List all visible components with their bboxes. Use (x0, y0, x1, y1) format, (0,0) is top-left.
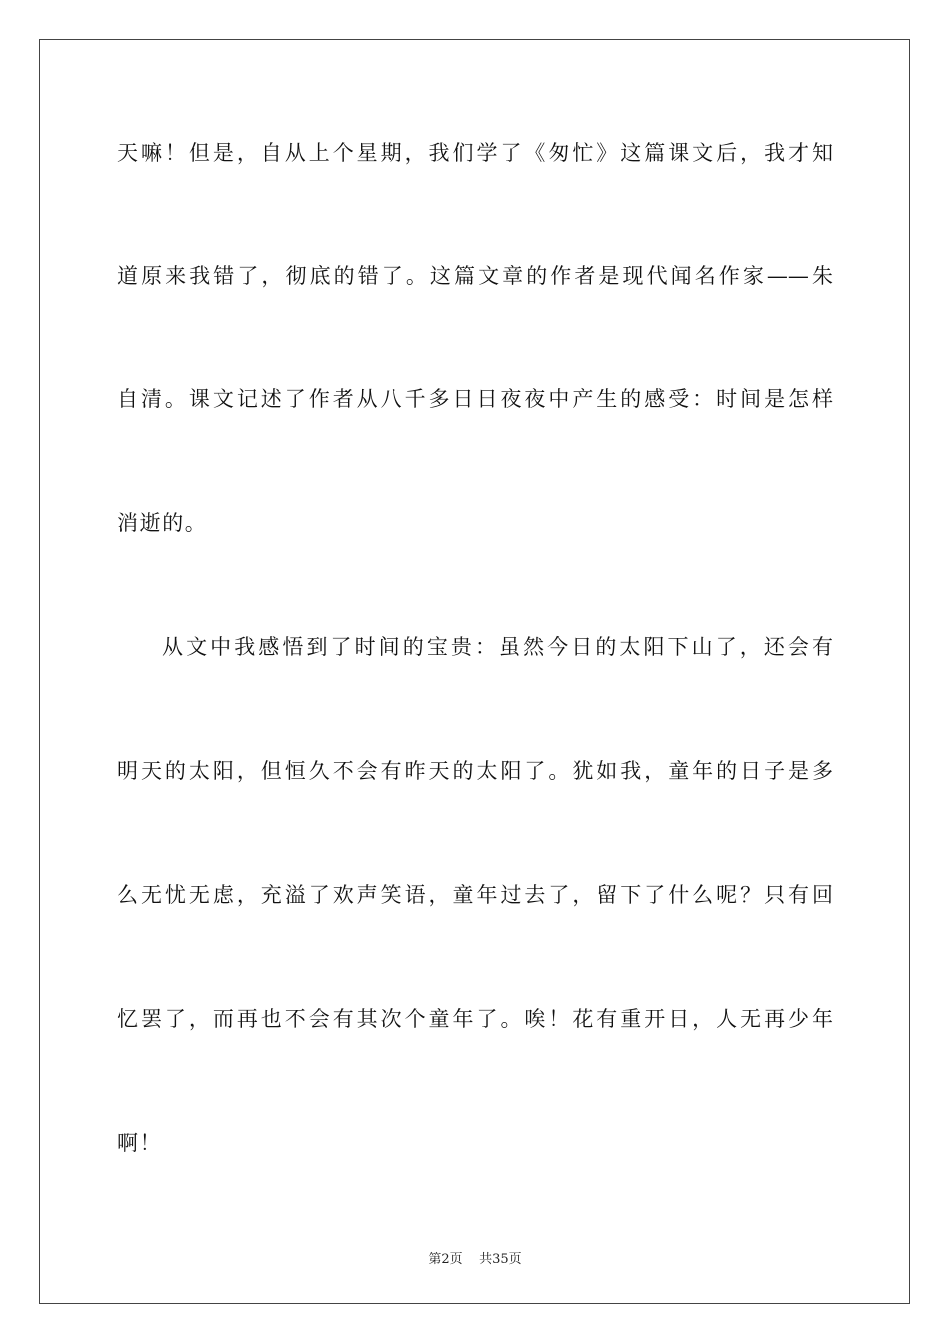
body-text-line: 天嘛！但是，自从上个星期，我们学了《匆忙》这篇课文后，我才知 (117, 141, 833, 165)
page-number: 第2页 (428, 1252, 463, 1267)
page-border (39, 39, 910, 1304)
body-text-line: 么无忧无虑，充溢了欢声笑语，童年过去了，留下了什么呢？只有回 (117, 883, 833, 907)
body-text-line: 道原来我错了，彻底的错了。这篇文章的作者是现代闻名作家——朱 (117, 264, 833, 288)
body-text-line: 自清。课文记述了作者从八千多日日夜夜中产生的感受：时间是怎样 (117, 387, 833, 411)
body-text-line: 忆罢了，而再也不会有其次个童年了。唉！花有重开日，人无再少年 (117, 1007, 833, 1031)
page-footer (0, 1248, 950, 1267)
paragraph-first-line: 从文中我感悟到了时间的宝贵：虽然今日的太阳下山了，还会有 (162, 635, 833, 659)
body-text-line: 消逝的。 (117, 511, 208, 535)
body-text-line: 明天的太阳，但恒久不会有昨天的太阳了。犹如我，童年的日子是多 (117, 759, 833, 783)
total-pages: 共35页 (479, 1252, 522, 1267)
body-text-line: 啊！ (117, 1131, 163, 1155)
